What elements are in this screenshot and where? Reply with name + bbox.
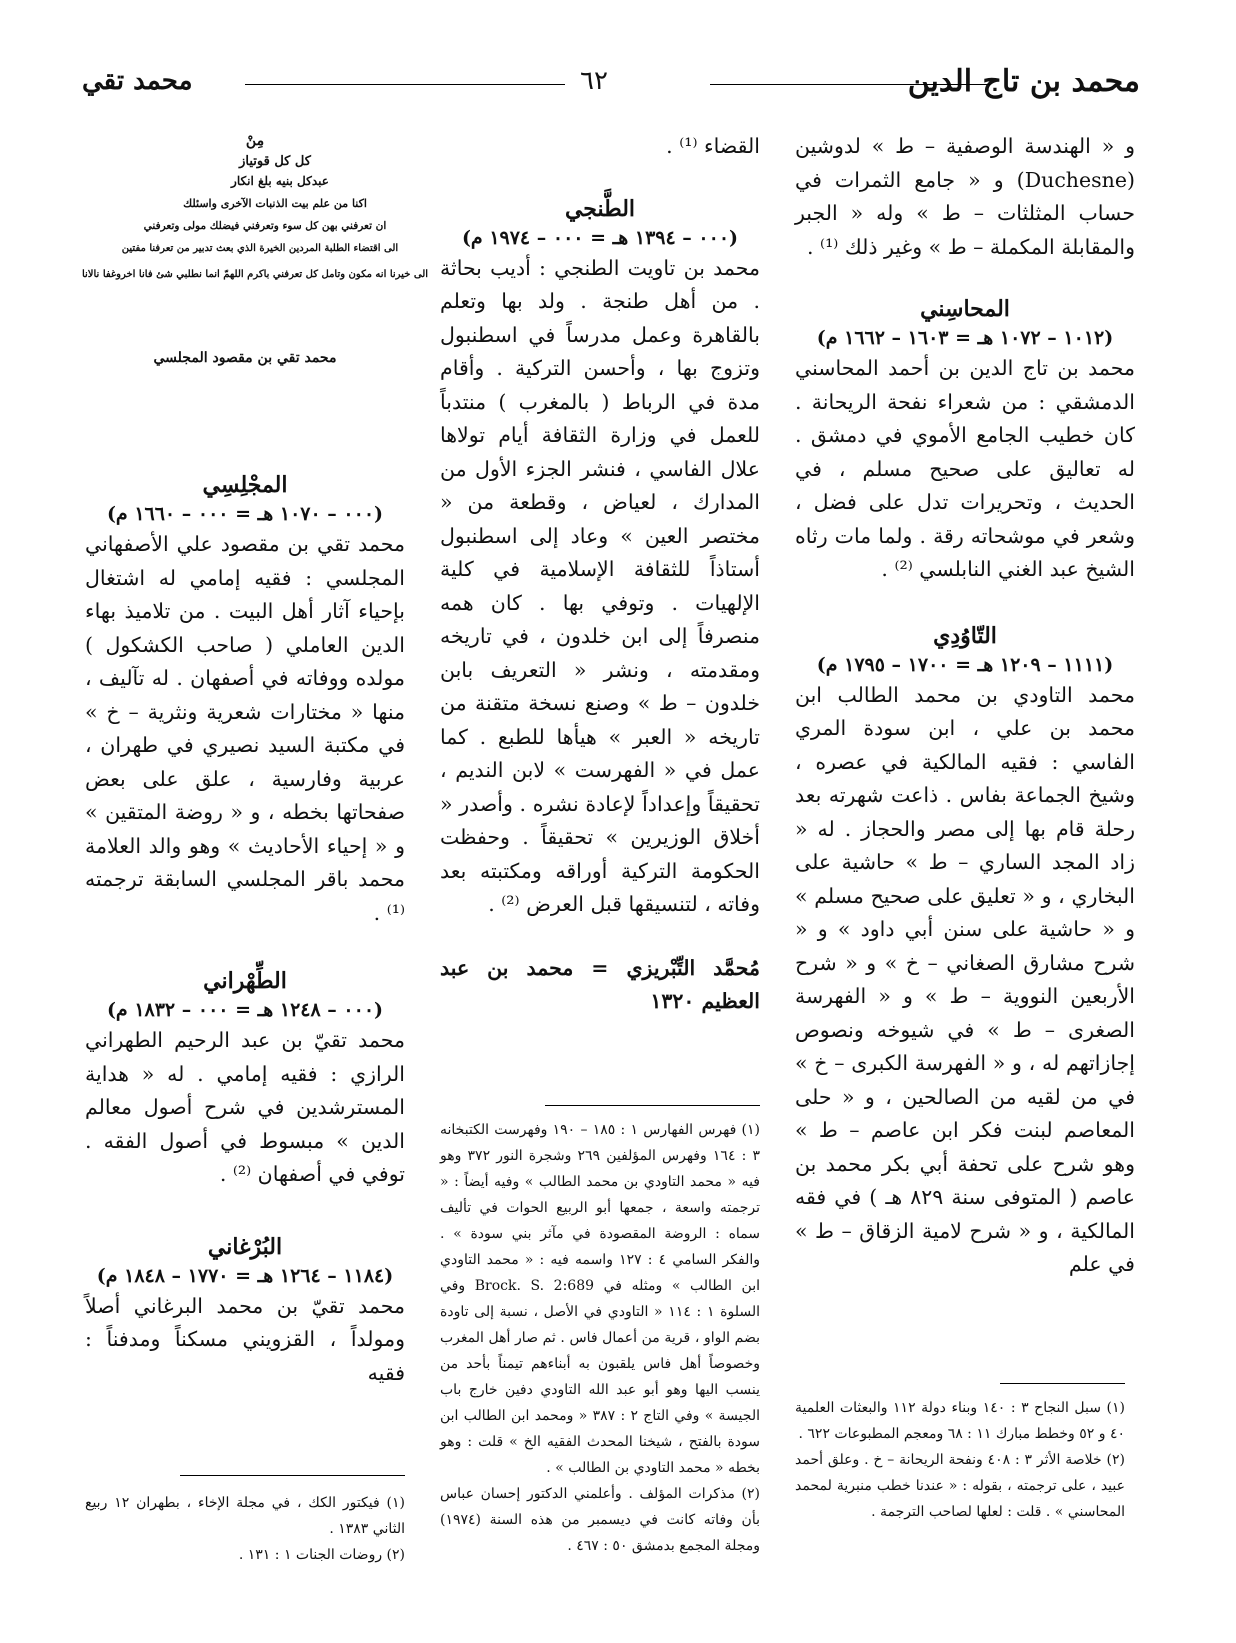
running-title-right: محمد بن تاج الدين [907, 64, 1140, 99]
footnotes-right [795, 1395, 1125, 1525]
footnote: (٢) مذكرات المؤلف . وأعلمني الدكتور إحسان عباس بأن وفاته كانت في ديسمبر من هذه السنة (١٩٧٤) ومجلة المجمع بدمشق ٥٠ : ٤٦٧ . [440, 1486, 760, 1554]
footnote-rule [180, 1475, 405, 1476]
entry-heading: المجْلِسِي [202, 472, 288, 498]
running-title-left: محمد تقي [82, 66, 193, 96]
page-number: ٦٢ [580, 66, 608, 96]
entry-body: محمد بن تاويت الطنجي : أديب بحاثة . من أهل طنجة . ولد بها وتعلم بالقاهرة وعمل مدرساً في اسطنبول وتزوج بها ، وأحسن التركية . وأقام مدة في الرباط ( بالمغرب ) منتدباً للعمل في وزارة الثقافة أيام تولاها علال الفاسي ، فنشر الجزء الأول من المدارك ، لعياض ، وقطعة من « مختصر العين » وعاد إلى اسطنبول أستاذاً للثقافة الإسلامية في كلية الإلهيات . وتوفي بها . كان همه منصرفاً إلى ابن خلدون ، في تاريخه ومقدمته ، ونشر « التعريف بابن خلدون – ط » وصنع نسخة متقنة من تاريخه « العبر » هيأها للطبع . كما عمل في « الفهرست » لابن النديم ، تحقيقاً وإعداداً لإعادة نشره . وأصدر « أخلاق الوزيرين » تحقيقاً . وحفظت الحكومة التركية أوراقه ومكتبته بعد وفاته ، لتنسيقها قبل العرض ⁽²⁾ . [440, 255, 760, 916]
footnote: (١) سبل النجاح ٣ : ١٤٠ وبناء دولة ١١٢ والبعثات العلمية ٤٠ و ٥٢ وخطط مبارك ١١ : ٦٨ ومعجم المطبوعات ٦٢٢ . [795, 1400, 1125, 1442]
entry-body: محمد تقي بن مقصود علي الأصفهاني المجلسي : فقيه إمامي له اشتغال بإحياء آثار أهل البيت . من تلاميذ بهاء الدين العاملي ( صاحب الكشكول ) مولده ووفاته في أصفهان . له تآليف ، منها « مختارات شعرية ونثرية – خ » في مكتبة السيد نصيري في طهران ، عربية وفارسية ، علق على بعض صفحاتها بخطه ، و « روضة المتقين » و « إحياء الأحاديث » وهو والد العلامة محمد باقر المجلسي السابقة ترجمته ⁽¹⁾ . [85, 532, 405, 925]
footnote: (٢) خلاصة الأثر ٣ : ٤٠٨ ونفحة الريحانة – خ . وعلق أحمد عبيد ، على ترجمته ، بقوله : « عندنا خطب منبرية لمحمد المحاسني » . قلت : لعلها لصاحب الترجمة . [795, 1452, 1125, 1520]
entry-dates: (١١١١ – ١٢٠٩ هـ = ١٧٠٠ – ١٧٩٥ م) [816, 653, 1114, 676]
header-rule-left [245, 84, 565, 85]
page-header [60, 64, 1140, 104]
entry-dates: (١١٨٤ – ١٢٦٤ هـ = ١٧٧٠ – ١٨٤٨ م) [96, 1264, 394, 1287]
calligraphy-line: عبدكل بنيه بلغ انكار [231, 174, 329, 188]
column-right [795, 130, 1135, 1282]
entry-heading: الطَّنجي [564, 195, 636, 222]
cross-reference: مُحمَّد التِّبْريزي = محمد بن عبد العظيم ١٣٢٠ [440, 955, 760, 1013]
calligraphy-line: مِنْ [245, 133, 265, 149]
entry-body: محمد تقيّ بن عبد الرحيم الطهراني الرازي : فقيه إمامي . له « هداية المسترشدين في شرح أصول معالم الدين » مبسوط في أصول الفقه . توفي في أصفهان ⁽²⁾ . [85, 1028, 405, 1186]
footnote: (٢) روضات الجنات ١ : ١٣١ . [238, 1547, 405, 1563]
entry-heading: التّاوُدِي [933, 622, 997, 649]
column-left [85, 470, 405, 1390]
calligraphy-line: الى خيرنا انه مكون وتامل كل تعرفني باكرم اللهمّ انما نطلبي شئ فانا اخروغفا نالانا [81, 269, 429, 280]
calligraphy-manuscript-image [81, 127, 429, 297]
entry-body: محمد تقيّ بن محمد البرغاني أصلاً ومولداً ، القزويني مسكناً ومدفناً : فقيه [85, 1293, 405, 1385]
footnotes-middle [440, 1117, 760, 1559]
entry-heading: البُرْغاني [207, 1233, 283, 1260]
footnotes-left [85, 1490, 405, 1568]
continuation-text: و « الهندسة الوصفية – ط » لدوشين (Duchesne) و « جامع الثمرات في حساب المثلثات – ط » وله « الجبر والمقابلة المكملة – ط » وغير ذلك ⁽¹⁾ . [795, 134, 1135, 259]
continuation-text: القضاء ⁽¹⁾ . [666, 134, 760, 158]
entry-dates: (٠٠٠ – ١٠٧٠ هـ = ٠٠٠ – ١٦٦٠ م) [106, 503, 384, 525]
entry-dates: (٠٠٠ – ١٣٩٤ هـ = ٠٠٠ – ١٩٧٤ م) [461, 226, 739, 249]
entry-body: محمد بن تاج الدين بن أحمد المحاسني الدمشقي : من شعراء نفحة الريحانة . كان خطيب الجامع الأموي في دمشق . له تعاليق على صحيح مسلم ، في الحديث ، وتحريرات تدل على فضل ، وشعر في موشحاته رقة . ولما مات رثاه الشيخ عبد الغني النابلسي ⁽²⁾ . [795, 356, 1135, 581]
header-rule-right [710, 84, 990, 85]
calligraphy-line: ان تعرفني بهن كل سوء وتعرفني فيضلك مولى وتعرفني [143, 220, 387, 232]
image-caption: محمد تقي بن مقصود المجلسي [153, 350, 337, 366]
calligraphy-line: الى اقتضاء الطلبة المردين الخيرة الذي بعث تدبير من تعرفنا مفتين [121, 243, 399, 254]
footnote-rule [545, 1105, 760, 1106]
calligraphy-line: كل كل قوتياز [239, 154, 311, 169]
calligraphy-line: اكنا من علم بيت الذنبات الآخرى واسئلك [183, 197, 367, 210]
footnote: (١) فيكتور الكك ، في مجلة الإخاء ، بطهران ١٢ ربيع الثاني ١٣٨٣ . [85, 1495, 405, 1537]
footnote: (١) فهرس الفهارس ١ : ١٨٥ – ١٩٠ وفهرست الكتبخانه ٣ : ١٦٤ وفهرس المؤلفين ٢٦٩ وشجرة النور ٣٧٢ وهو فيه « محمد التاودي بن محمد الطالب » وفيه أيضاً : « ترجمته واسعة ، جمعها أبو الربيع الحوات في تأليف سماه : الروضة المقصودة في مآثر بني سودة » . والفكر السامي ٤ : ١٢٧ واسمه فيه : « محمد التاودي ابن الطالب » ومثله في Brock. S. 2:689 وفي السلوة ١ : ١١٤ « التاودي في الأصل ، نسبة إلى تاودة بضم الواو ، قرية من أعمال فاس . ثم صار أهل المغرب وخصوصاً أهل فاس يلقبون به أبناءهم تيمناً بأحد من ينسب اليها وهو أبو عبد الله التاودي دفين خارج باب الجيسة » وفي التاج ٢ : ٣٨٧ « ومحمد ابن الطالب ابن سودة بالفتح ، شيخنا المحدث الفقيه الخ » قلت : وهو بخطه « محمد التاودي بن الطالب » . [440, 1122, 760, 1476]
entry-body: محمد التاودي بن محمد الطالب ابن محمد بن علي ، ابن سودة المري الفاسي : فقيه المالكية في عصره ، وشيخ الجماعة بفاس . ذاعت شهرته بعد رحلة قام بها إلى مصر والحجاز . له « زاد المجد الساري – ط » حاشية على البخاري ، و « تعليق على صحيح مسلم » و « حاشية على سنن أبي داود » و « شرح مشارق الصغاني – خ » و « شرح الأربعين النووية – ط » و « الفهرسة الصغرى – ط » في شيوخه ونصوص إجازاتهم له ، و « الفهرسة الكبرى – خ » في من لقيه من الصالحين ، و « حلى المعاصم لبنت فكر ابن عاصم – ط » وهو شرح على تحفة أبي بكر محمد بن عاصم ( المتوفى سنة ٨٢٩ هـ ) في فقه المالكية ، و « شرح لامية الزقاق – ط » في علم [795, 682, 1135, 1276]
entry-dates: (١٠١٢ – ١٠٧٢ هـ = ١٦٠٣ – ١٦٦٢ م) [816, 327, 1114, 349]
column-middle [440, 130, 760, 1019]
entry-dates: (٠٠٠ – ١٢٤٨ هـ = ٠٠٠ – ١٨٣٢ م) [106, 999, 384, 1021]
footnote-rule [1000, 1383, 1125, 1384]
entry-heading: الطِّهْراني [203, 968, 287, 994]
entry-heading: المحاسِني [920, 296, 1010, 322]
